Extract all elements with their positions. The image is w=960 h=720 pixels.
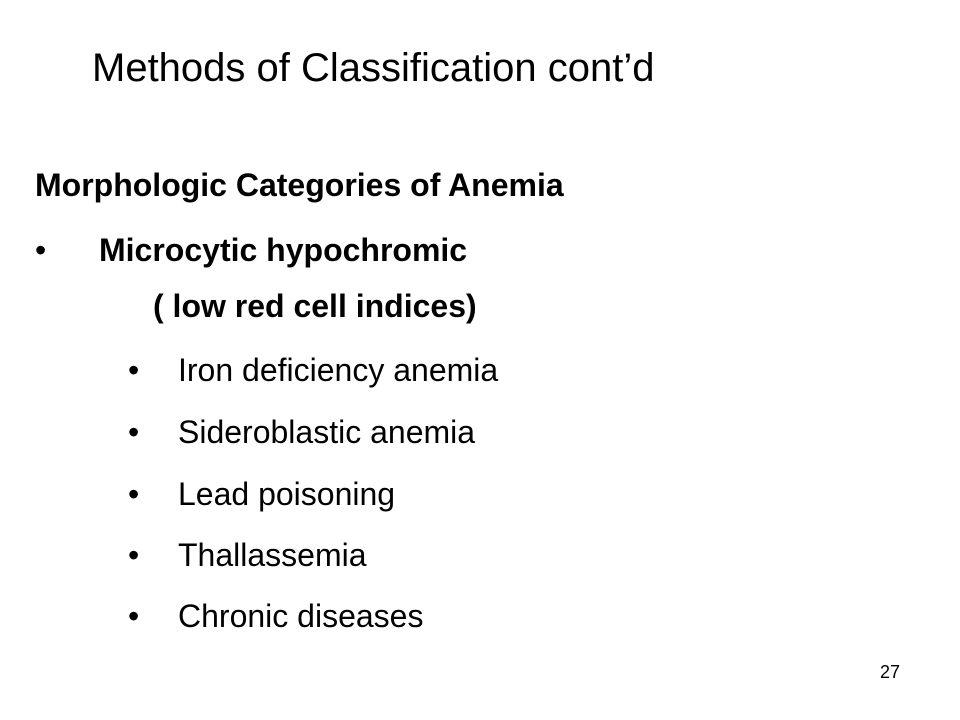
page-number: 27	[880, 662, 901, 682]
sub-list-item-label: Thallassemia	[178, 537, 367, 573]
sub-list-item-label: Sideroblastic anemia	[178, 414, 476, 450]
slide-title: Methods of Classification cont’d	[92, 46, 655, 90]
section-heading: Morphologic Categories of Anemia	[35, 167, 564, 203]
main-bullet-label: Microcytic hypochromic	[99, 232, 468, 268]
bullet-icon: •	[35, 232, 47, 268]
bullet-icon: •	[128, 352, 140, 388]
main-bullet-note: ( low red cell indices)	[153, 288, 477, 324]
bullet-icon: •	[128, 476, 140, 512]
sub-list-item-label: Chronic diseases	[178, 598, 424, 634]
sub-list-item-label: Lead poisoning	[178, 476, 396, 512]
bullet-icon: •	[128, 598, 140, 634]
bullet-icon: •	[128, 414, 140, 450]
sub-list-item-label: Iron deficiency anemia	[178, 352, 499, 388]
bullet-icon: •	[128, 537, 140, 573]
